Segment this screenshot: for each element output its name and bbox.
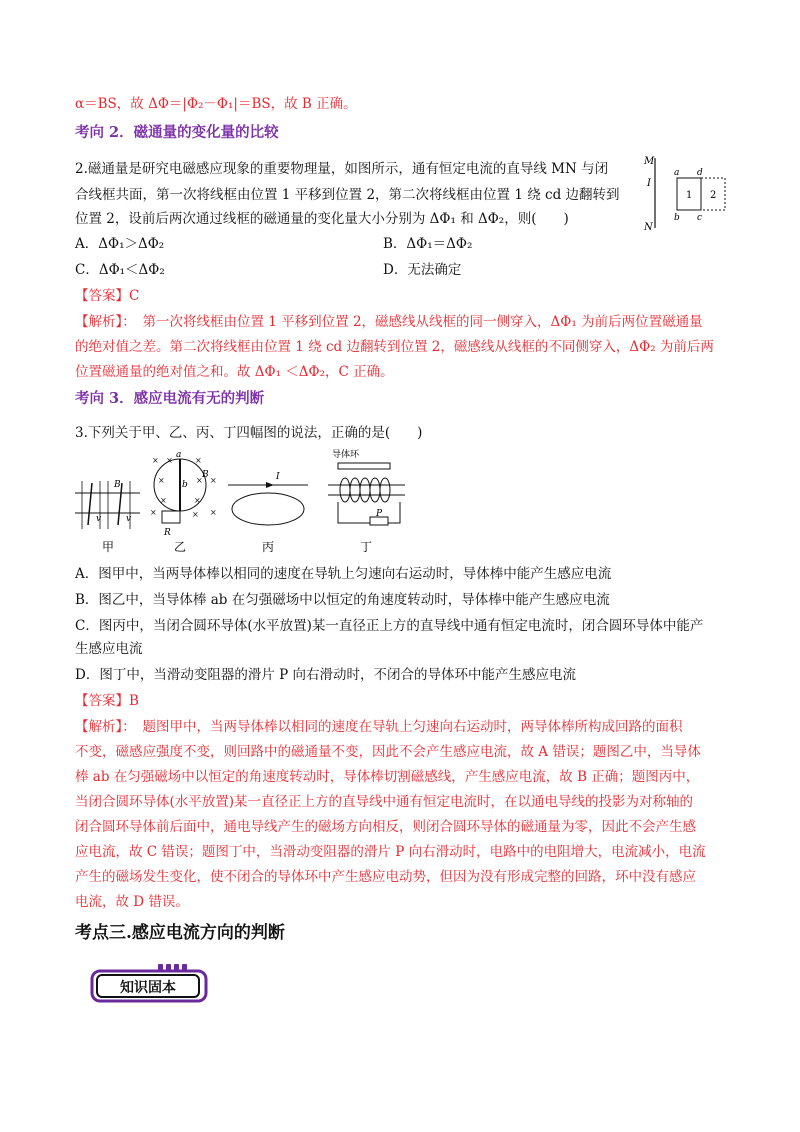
option-b: B．图乙中，当导体棒 ab 在匀强磁场中以恒定的角速度转动时，导体棒中能产生感应电流 [75, 592, 610, 608]
explanation-line: 【解析】： 第一次将线框由位置 1 平移到位置 2，磁感线从线框的同一侧穿入，ΔΦ₁ 为前后两位置磁通量 [75, 314, 703, 330]
svg-text:导体环: 导体环 [332, 450, 360, 460]
option-c: C．图丙中，当闭合圆环导体(水平放置)某一直径正上方的直导线中通有恒定电流时，闭合圆环导体中能产 [75, 618, 704, 634]
svg-text:b: b [674, 213, 680, 223]
explanation-line: 【解析】： 题图甲中，当两导体棒以相同的速度在导轨上匀速向右运动时，两导体棒所构成回路的面积 [75, 719, 683, 735]
svg-text:×: × [194, 496, 201, 505]
svg-text:乙: 乙 [174, 540, 187, 554]
svg-text:I: I [276, 472, 280, 482]
explanation-line: 产生的磁场发生变化，使不闭合的导体环中产生感应电动势，但因为没有形成完整的回路，环中没有感应 [75, 869, 696, 885]
svg-text:P: P [376, 509, 383, 519]
explanation-line: 当闭合圆环导体(水平放置)某一直径正上方的直导线中通有恒定电流时，在以通电导线的投影为对称轴的 [75, 794, 694, 810]
option-a: A．ΔΦ₁＞ΔΦ₂ [75, 236, 165, 252]
svg-text:×: × [210, 476, 217, 485]
svg-text:a: a [176, 450, 182, 460]
q2-figure [640, 150, 730, 235]
svg-text:×: × [160, 496, 167, 505]
question-text: 2.磁通量是研究电磁感应现象的重要物理量，如图所示，通有恒定电流的直导线 MN 与闭 [75, 161, 609, 177]
svg-text:×: × [158, 476, 165, 485]
section-heading: 考点三.感应电流方向的判断 [75, 923, 285, 943]
svg-text:×: × [196, 476, 203, 485]
svg-text:丙: 丙 [262, 540, 275, 554]
subsection-heading: 考向 3．感应电流有无的判断 [75, 390, 265, 407]
explanation-line: 应电流，故 C 错误；题图丁中，当滑动变阻器的滑片 P 向右滑动时，电路中的电阻增大，电流减小，电流 [75, 844, 706, 860]
option-c: C．ΔΦ₁＜ΔΦ₂ [75, 262, 165, 278]
explanation-line: 电流，故 D 错误。 [75, 894, 189, 910]
option-b: B．ΔΦ₁＝ΔΦ₂ [383, 236, 473, 252]
svg-text:B: B [202, 470, 209, 480]
explanation-line: 棒 ab 在匀强磁场中以恒定的角速度转动时，导体棒切割磁感线，产生感应电流，故 B 正确；题图丙中， [75, 769, 700, 785]
option-a: A．图甲中，当两导体棒以相同的速度在导轨上匀速向右运动时，导体棒中能产生感应电流 [75, 566, 612, 582]
answer-line: 【答案】C [75, 288, 140, 304]
svg-text:×: × [150, 508, 157, 517]
svg-text:×: × [152, 456, 159, 465]
svg-text:I: I [647, 178, 651, 189]
option-d: D．无法确定 [383, 262, 462, 278]
explanation-line: 位置磁通量的绝对值之和。故 ΔΦ₁ ＜ΔΦ₂，C 正确。 [75, 364, 394, 380]
subsection-heading: 考向 2．磁通量的变化量的比较 [75, 124, 279, 141]
figure-yi [150, 450, 217, 554]
explanation-line: 不变，磁感应强度不变，则回路中的磁通量不变，因此不会产生感应电流，故 A 错误；题图乙中，当导体 [75, 744, 701, 760]
svg-text:c: c [697, 213, 703, 223]
svg-text:×: × [166, 456, 173, 465]
option-c-cont: 生感应电流 [75, 641, 143, 657]
knowledge-badge [88, 962, 210, 1004]
svg-text:甲: 甲 [102, 540, 115, 554]
question-text: 合线框共面，第一次将线框由位置 1 平移到位置 2，第二次将线框由位置 1 绕 cd 边翻转到 [75, 187, 620, 203]
figure-jia [75, 480, 140, 554]
svg-text:B: B [114, 480, 121, 490]
answer-line: 【答案】B [75, 693, 139, 709]
explanation-line: 闭合圆环导体前后面中，通电导线产生的磁场方向相反，则闭合圆环导体的磁通量为零，因此不会产生感 [75, 819, 696, 835]
figure-ding [328, 448, 405, 554]
svg-text:丁: 丁 [360, 540, 373, 554]
svg-text:v: v [96, 514, 102, 524]
svg-text:1: 1 [686, 190, 693, 201]
svg-text:×: × [195, 456, 202, 465]
badge-label: 知识固本 [120, 980, 176, 996]
svg-text:R: R [164, 528, 171, 538]
svg-text:v: v [126, 514, 132, 524]
svg-text:×: × [210, 508, 217, 517]
option-d: D．图丁中，当滑动变阻器的滑片 P 向右滑动时，不闭合的导体环中能产生感应电流 [75, 667, 576, 683]
svg-text:d: d [697, 168, 703, 178]
svg-text:N: N [644, 222, 653, 233]
q3-figures [70, 445, 420, 557]
svg-text:b: b [182, 480, 188, 490]
question-text: 3.下列关于甲、乙、丙、丁四幅图的说法，正确的是( ) [75, 425, 423, 441]
svg-text:M: M [644, 156, 655, 167]
svg-text:×: × [192, 510, 199, 519]
question-text: 位置 2，设前后两次通过线框的磁通量的变化量大小分别为 ΔΦ₁ 和 ΔΦ₂，则( ) [75, 211, 569, 227]
figure-bing [228, 472, 308, 554]
explanation-line: 的绝对值之差。第二次将线框由位置 1 绕 cd 边翻转到位置 2，磁感线从线框的不同侧穿入，ΔΦ₂ 为前后两 [75, 339, 714, 355]
text-line: α＝BS，故 ΔΦ＝|Φ₂－Φ₁|＝BS，故 B 正确。 [75, 96, 357, 112]
svg-text:a: a [674, 168, 680, 178]
svg-text:2: 2 [710, 190, 717, 201]
